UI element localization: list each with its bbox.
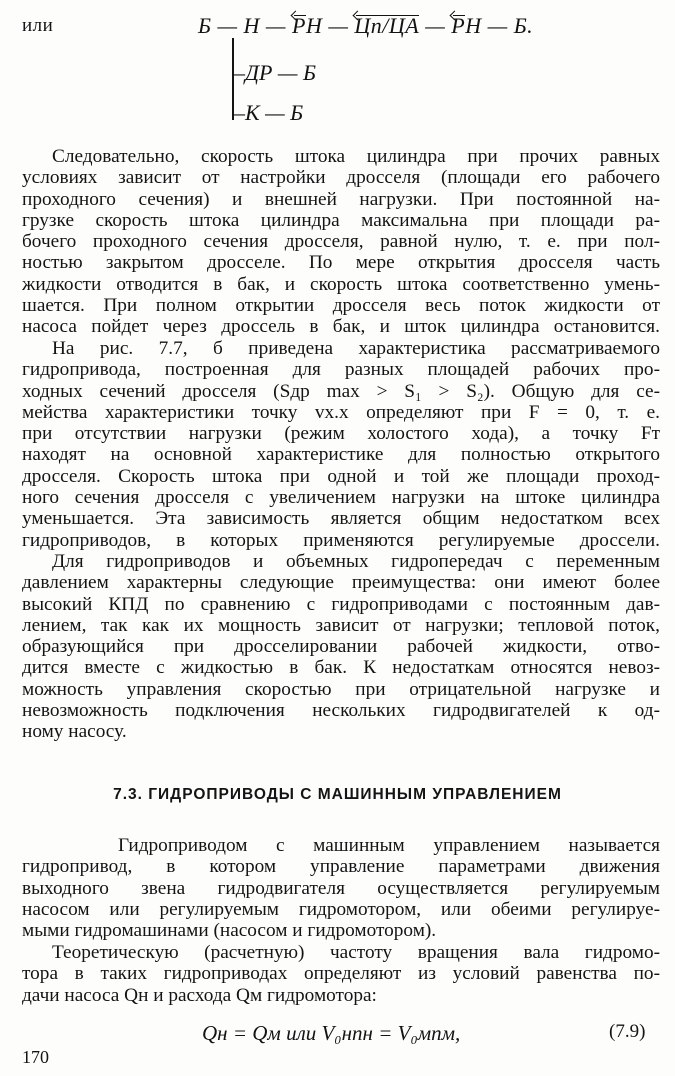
text-line: жидкости отводится в бак, и скорость штока соответственно умень- [22,273,660,295]
text-line: давлением характерны следующие преимущества: они имеют более [22,572,660,594]
page-number: 170 [22,1047,49,1067]
text-line: проходного сечения) и внешней нагрузки. При постоянной на- [22,188,660,210]
text-line: лением, так как их мощность зависит от нагрузки; тепловой поток, [22,614,660,636]
scheme-part: Р [451,13,466,38]
text-line: образующийся при дросселировании рабочей жидкости, отво- [22,636,660,658]
scheme-part: — Б. [481,13,534,38]
text-line: дится вместе с жидкостью в бак. К недостаткам относятся невоз- [22,657,660,679]
text-line: насоса пойдет через дроссель в бак, и шток цилиндра остановится. [22,316,660,338]
scheme-prefix: или [22,15,54,36]
paragraph-3 [22,551,660,743]
text-line: при отсутствии нагрузки (режим холостого хода), а точку Fт [22,423,660,445]
paragraph-1 [22,146,660,338]
paragraph-2 [22,338,660,551]
text-line: грузке скорость штока цилиндра максимальна при площади ра- [22,209,660,231]
scheme-branch-throttle: –ДР — Б [234,60,316,85]
hydraulic-scheme-formula [198,13,533,39]
scheme-part: Р [292,13,306,38]
text-line: можность управления скоростью при отрицательной нагрузке и [22,678,660,700]
scheme-part: — [322,13,355,38]
text-line: мыми гидромашинами (насосом и гидромотором). [22,920,437,942]
paragraph-5 [22,942,660,1006]
text-line: мейства характеристики точку vх.х определяют при F = 0, т. е. [22,401,660,423]
arrow-overline [354,13,419,39]
scheme-part: — [419,13,452,38]
equation-number: (7.9) [609,1021,646,1042]
scheme-branch-valve: –К — Б [234,100,304,125]
formula-7-9: Qн = Qм или V₀нnн = V₀мnм, [202,1021,461,1045]
text-line: высокий КПД по сравнению с гидроприводами с постоянным дав- [22,593,660,615]
text-line: ходных сечений дросселя (Sдр max > S₁ > S₂). Общую для се- [22,380,660,402]
text-line: условиях зависит от настройки дросселя (площади его рабочего [22,167,660,189]
text-line: невозможность подключения нескольких гидродвигателей к од- [22,700,660,722]
text-line: гидропривод, в котором управление параметрами движения [22,856,660,878]
text-line: уменьшается. Эта зависимость является общим недостатком всех [22,508,660,530]
text-line: Теоретическую (расчетную) частоту вращения вала гидромо- [52,942,660,963]
text-line: Для гидроприводов и объемных гидропередач с переменным [52,551,660,572]
text-line: На рис. 7.7, б приведена характеристика рассматриваемого [52,338,660,359]
text-line: гидропривода, построенная для разных площадей рабочих про- [22,359,660,381]
scheme-part: Н [305,13,323,38]
text-line: Следовательно, скорость штока цилиндра при прочих равных [52,146,660,167]
paragraph-4 [22,835,660,941]
scheme-part: Цп/ЦА [354,13,420,38]
text-line: насосом или регулируемым гидромотором, или обеими регулируе- [22,898,660,920]
text-line: шается. При полном открытии дросселя весь поток жидкости от [22,295,660,317]
text-line: гидроприводов, в которых применяются регулируемые дроссели. [22,529,660,551]
scheme-part: Н [465,13,482,38]
scheme-part: Б — Н — [198,13,292,38]
text-line: дросселя. Скорость штока при одной и той же площади проход- [22,465,660,487]
text-line: ному насосу. [22,721,127,743]
text-line: тора в таких гидроприводах определяют из условий равенства по- [22,963,660,985]
text-line: находят на основной характеристике для полностью открытого [22,444,660,466]
arrow-overline [292,13,306,39]
text-line: выходного звена гидродвигателя осуществляется регулируемым [22,877,660,899]
section-heading: 7.3. ГИДРОПРИВОДЫ С МАШИННЫМ УПРАВЛЕНИЕМ [113,786,562,803]
arrow-overline [451,13,465,39]
text-line: ного сечения дросселя с увеличением нагрузки на штоке цилиндра [22,487,660,509]
text-line: ностью закрытом дросселе. По мере открытия дросселя часть [22,252,660,274]
text-line: дачи насоса Qн и расхода Qм гидромотора: [22,984,377,1006]
text-line: Гидроприводом с машинным управлением называется [118,835,660,856]
text-line: бочего проходного сечения дросселя, равной нулю, т. е. при пол- [22,231,660,253]
